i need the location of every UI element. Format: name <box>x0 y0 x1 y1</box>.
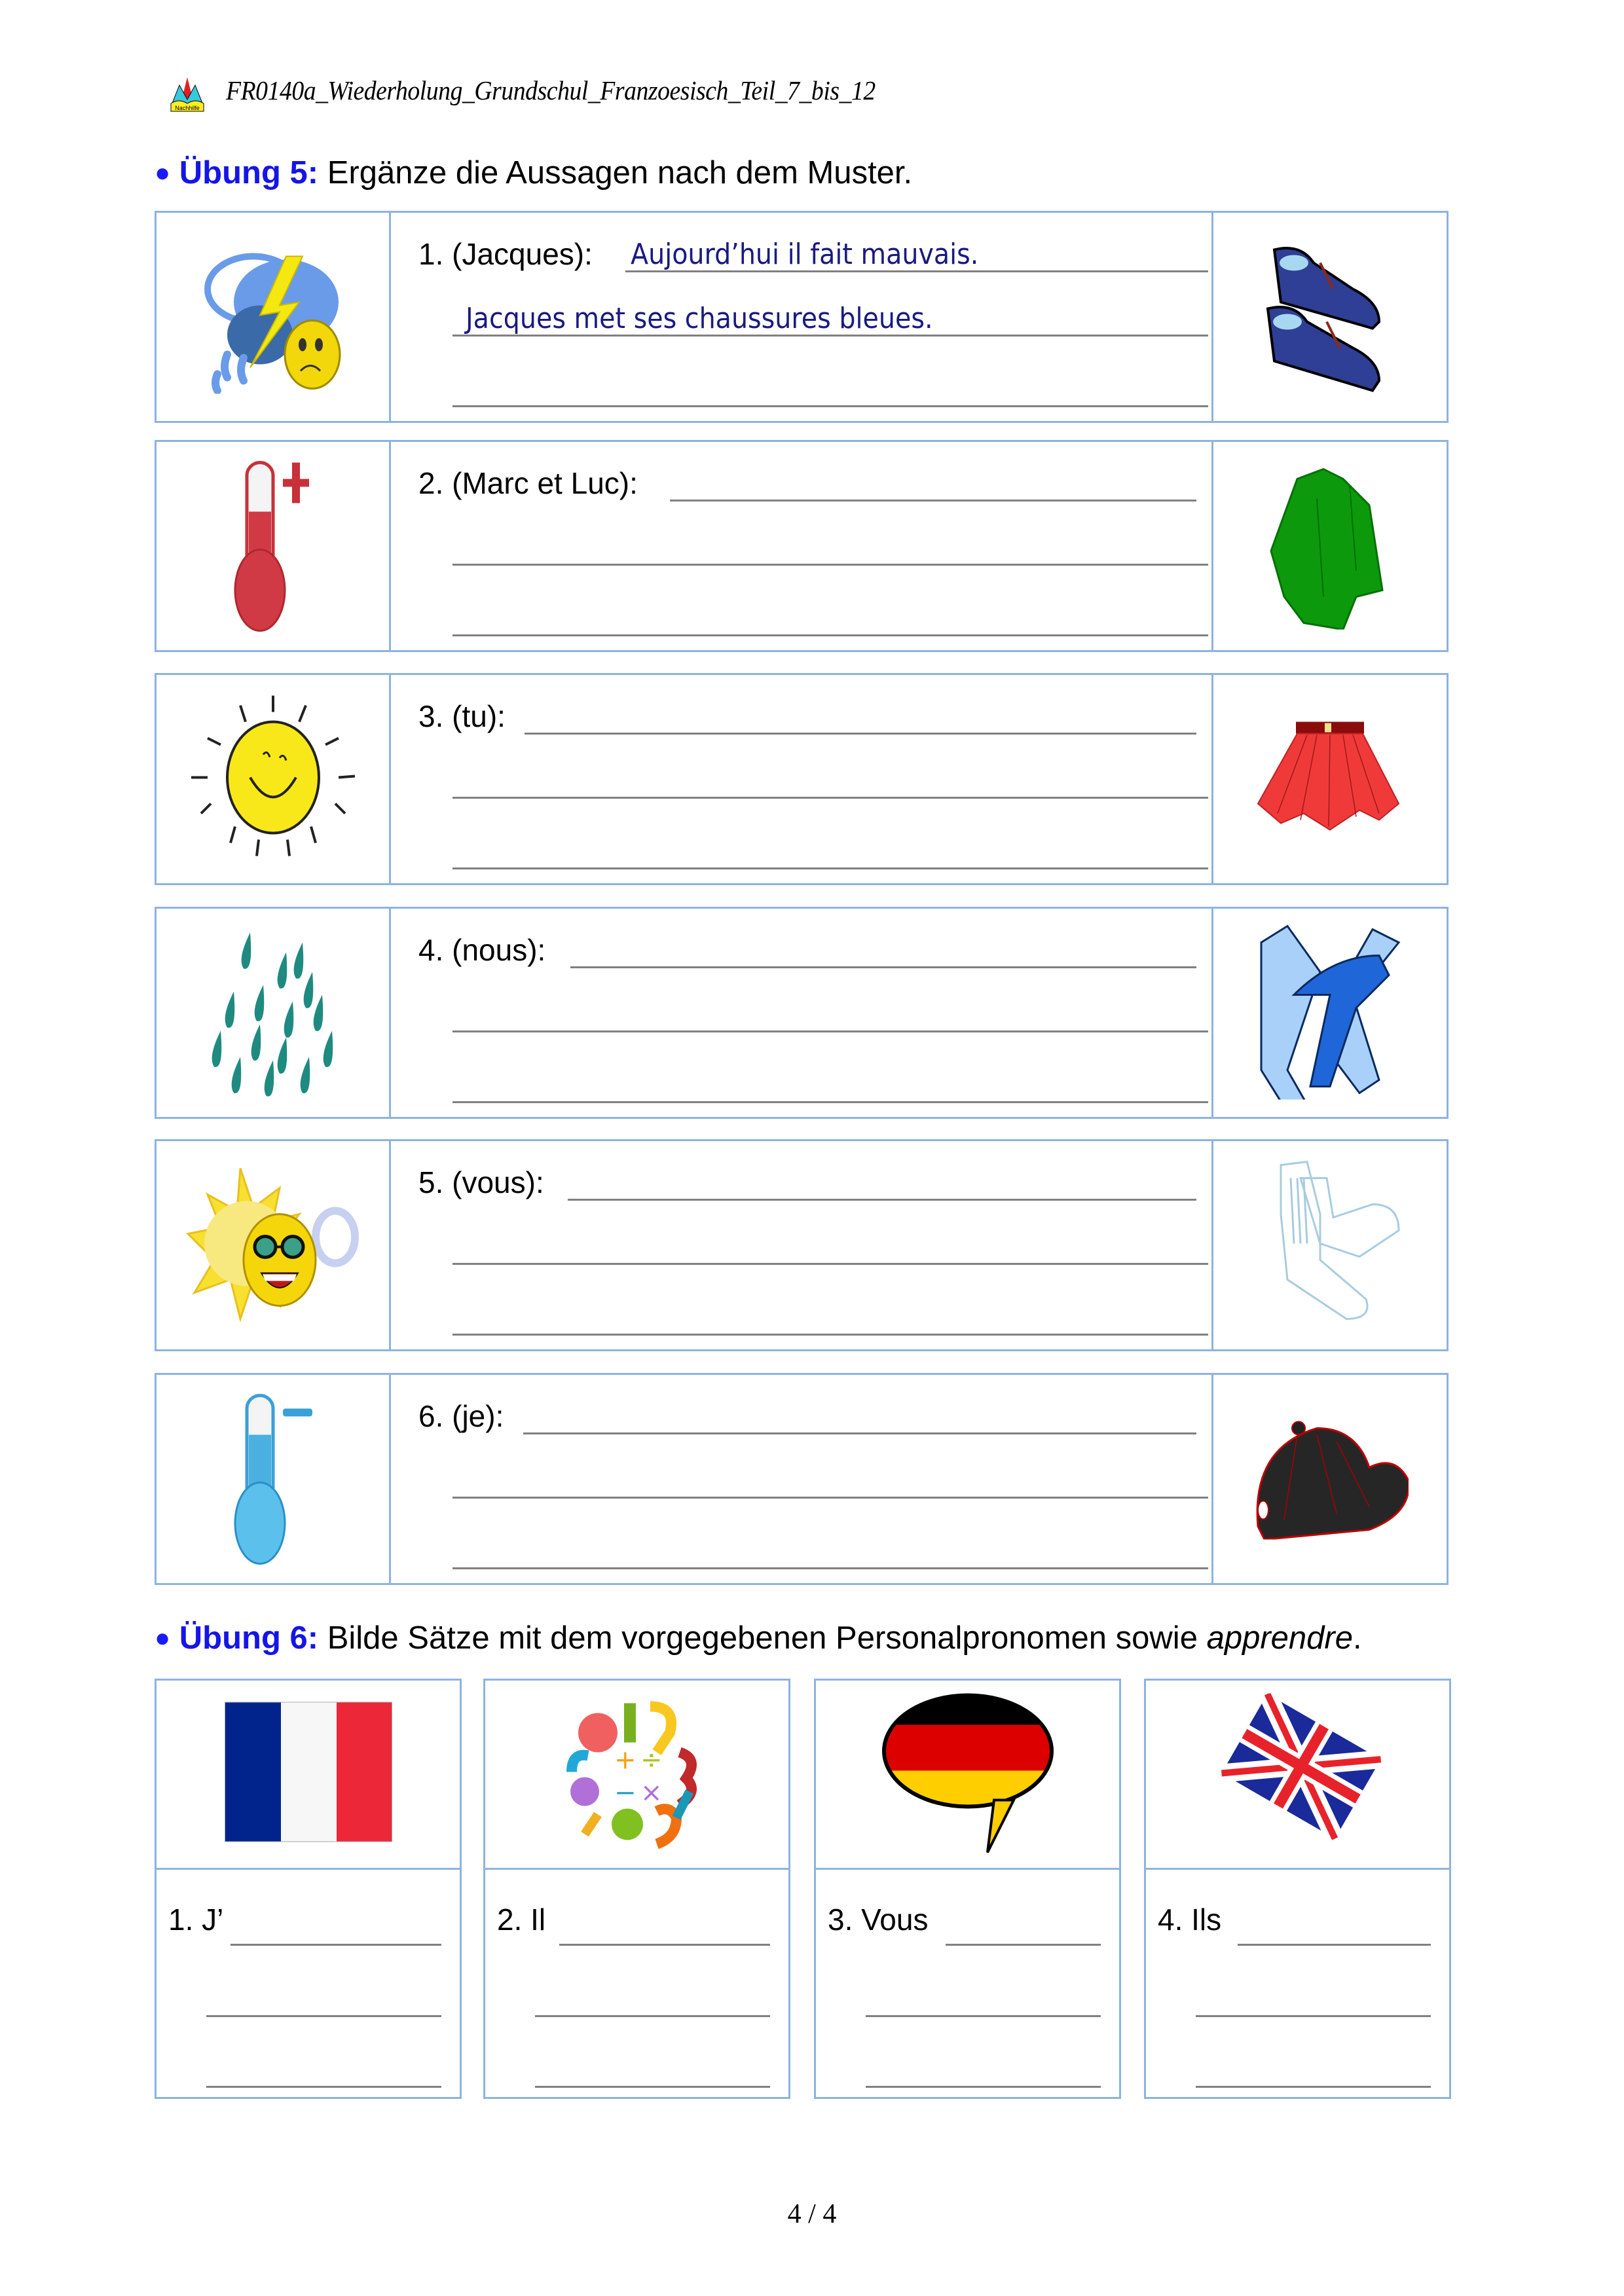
weather-cell <box>157 1375 391 1583</box>
exercise5-row-4 <box>155 907 1449 1119</box>
answer-line[interactable] <box>452 1567 1208 1569</box>
exercise6-verb: apprendre <box>1206 1620 1353 1656</box>
sun-icon <box>181 693 365 866</box>
svg-text:×: × <box>640 1777 663 1808</box>
item-label: 2. Il <box>497 1903 546 1937</box>
answer-line[interactable] <box>452 797 1208 799</box>
exercise6-item-2 <box>483 1679 790 2099</box>
prompt-label: 6. (je): <box>418 1399 504 1433</box>
sun-sunglasses-icon <box>181 1162 365 1329</box>
prompt-label: 2. (Marc et Luc): <box>418 466 638 500</box>
storm-sad-icon <box>188 237 358 397</box>
exercise6-instruction: Bilde Sätze mit dem vorgegebenen Personalpronomen sowie <box>327 1620 1207 1656</box>
weather-cell <box>157 442 391 650</box>
answer-line[interactable] <box>670 500 1196 501</box>
french-flag-icon <box>225 1702 392 1846</box>
item-label: 4. Ils <box>1158 1903 1222 1937</box>
answer-line[interactable] <box>452 867 1208 869</box>
item-label: 1. J’ <box>168 1903 224 1937</box>
svg-text:÷: ÷ <box>640 1745 663 1776</box>
green-tshirts-icon <box>1258 460 1402 633</box>
german-flag-speech-bubble-icon <box>876 1692 1060 1859</box>
handwritten-answer: Aujourd’hui il fait mauvais. <box>631 238 979 271</box>
answer-line[interactable] <box>231 1944 441 1946</box>
answer-line[interactable] <box>452 1263 1208 1265</box>
exercise5-instruction: Ergänze die Aussagen nach dem Muster. <box>327 155 913 191</box>
nachhilfe-logo-icon <box>169 76 206 113</box>
black-cap-icon <box>1251 1415 1409 1543</box>
exercise6-period: . <box>1352 1620 1362 1656</box>
answer-line[interactable] <box>535 2015 770 2017</box>
prompt-label: 4. (nous): <box>418 933 546 967</box>
thermometer-hot-icon <box>221 456 325 636</box>
weather-cell <box>157 213 391 421</box>
exercise5-number: Übung 5: <box>179 155 319 191</box>
divider <box>157 1868 460 1870</box>
page-number: 4 / 4 <box>787 2199 837 2229</box>
answer-line[interactable] <box>452 1101 1208 1103</box>
jeans-icon <box>1255 923 1405 1103</box>
answer-line[interactable] <box>452 1497 1208 1499</box>
answer-line[interactable] <box>570 966 1196 968</box>
exercise5-row-3 <box>155 673 1449 885</box>
document-title: FR0140a_Wiederholung_Grundschul_Franzoesisch_Teil_7_bis_12 <box>226 75 876 105</box>
clothing-cell <box>1211 213 1447 421</box>
clothing-cell <box>1211 675 1447 883</box>
handwritten-answer: Jacques met ses chaussures bleues. <box>466 302 933 335</box>
answer-line[interactable] <box>1196 2015 1431 2017</box>
thermometer-cold-icon <box>221 1389 325 1569</box>
prompt-label: 3. (tu): <box>418 699 506 733</box>
exercise5-row-6 <box>155 1373 1449 1585</box>
answer-line[interactable] <box>535 2086 770 2088</box>
exercise6-item-3 <box>814 1679 1121 2099</box>
answer-line[interactable] <box>866 2015 1101 2017</box>
exercise6-item-4 <box>1144 1679 1451 2099</box>
clothing-cell <box>1211 1141 1447 1349</box>
uk-flag-book-icon <box>1213 1694 1383 1854</box>
answer-line[interactable] <box>1238 1944 1431 1946</box>
svg-text:−: − <box>614 1777 637 1808</box>
answer-line[interactable] <box>525 733 1196 735</box>
weather-cell <box>157 909 391 1117</box>
prompt-label: 5. (vous): <box>418 1165 544 1199</box>
answer-line[interactable] <box>946 1944 1101 1946</box>
weather-cell <box>157 675 391 883</box>
exercise6-number: Übung 6: <box>179 1620 319 1656</box>
exercise5-row-1 <box>155 211 1449 423</box>
rain-drops-icon <box>194 926 352 1100</box>
bullet-icon: ● <box>155 1624 171 1652</box>
answer-line[interactable] <box>568 1199 1196 1201</box>
numbers-math-icon <box>559 1694 716 1854</box>
answer-line[interactable] <box>866 2086 1101 2088</box>
item-label: 3. Vous <box>828 1903 929 1937</box>
exercise5-row-2 <box>155 440 1449 652</box>
clothing-cell <box>1211 1375 1447 1583</box>
answer-line[interactable] <box>206 2086 441 2088</box>
answer-line[interactable] <box>452 405 1208 407</box>
answer-line[interactable] <box>523 1432 1196 1434</box>
bullet-icon: ● <box>155 158 171 187</box>
answer-line[interactable] <box>1196 2086 1431 2088</box>
divider <box>485 1868 788 1870</box>
answer-line[interactable] <box>452 564 1208 566</box>
blue-shoes-icon <box>1248 237 1412 397</box>
prompt-label: 1. (Jacques): <box>418 237 593 271</box>
svg-text:Nachhilfe: Nachhilfe <box>175 105 200 111</box>
exercise5-heading <box>155 155 912 191</box>
divider <box>816 1868 1119 1870</box>
answer-line[interactable] <box>452 1030 1208 1032</box>
exercise6-item-1 <box>155 1679 462 2099</box>
clothing-cell <box>1211 442 1447 650</box>
exercise5-row-5 <box>155 1139 1449 1351</box>
answer-line[interactable] <box>452 1334 1208 1336</box>
clothing-cell <box>1211 909 1447 1117</box>
svg-text:+: + <box>614 1745 637 1776</box>
socks-icon <box>1255 1159 1405 1332</box>
answer-line[interactable] <box>452 634 1208 636</box>
answer-line[interactable] <box>559 1944 770 1946</box>
weather-cell <box>157 1141 391 1349</box>
red-skirt-icon <box>1251 722 1409 837</box>
divider <box>1146 1868 1449 1870</box>
answer-line[interactable] <box>206 2015 441 2017</box>
exercise6-heading <box>155 1620 1362 1656</box>
